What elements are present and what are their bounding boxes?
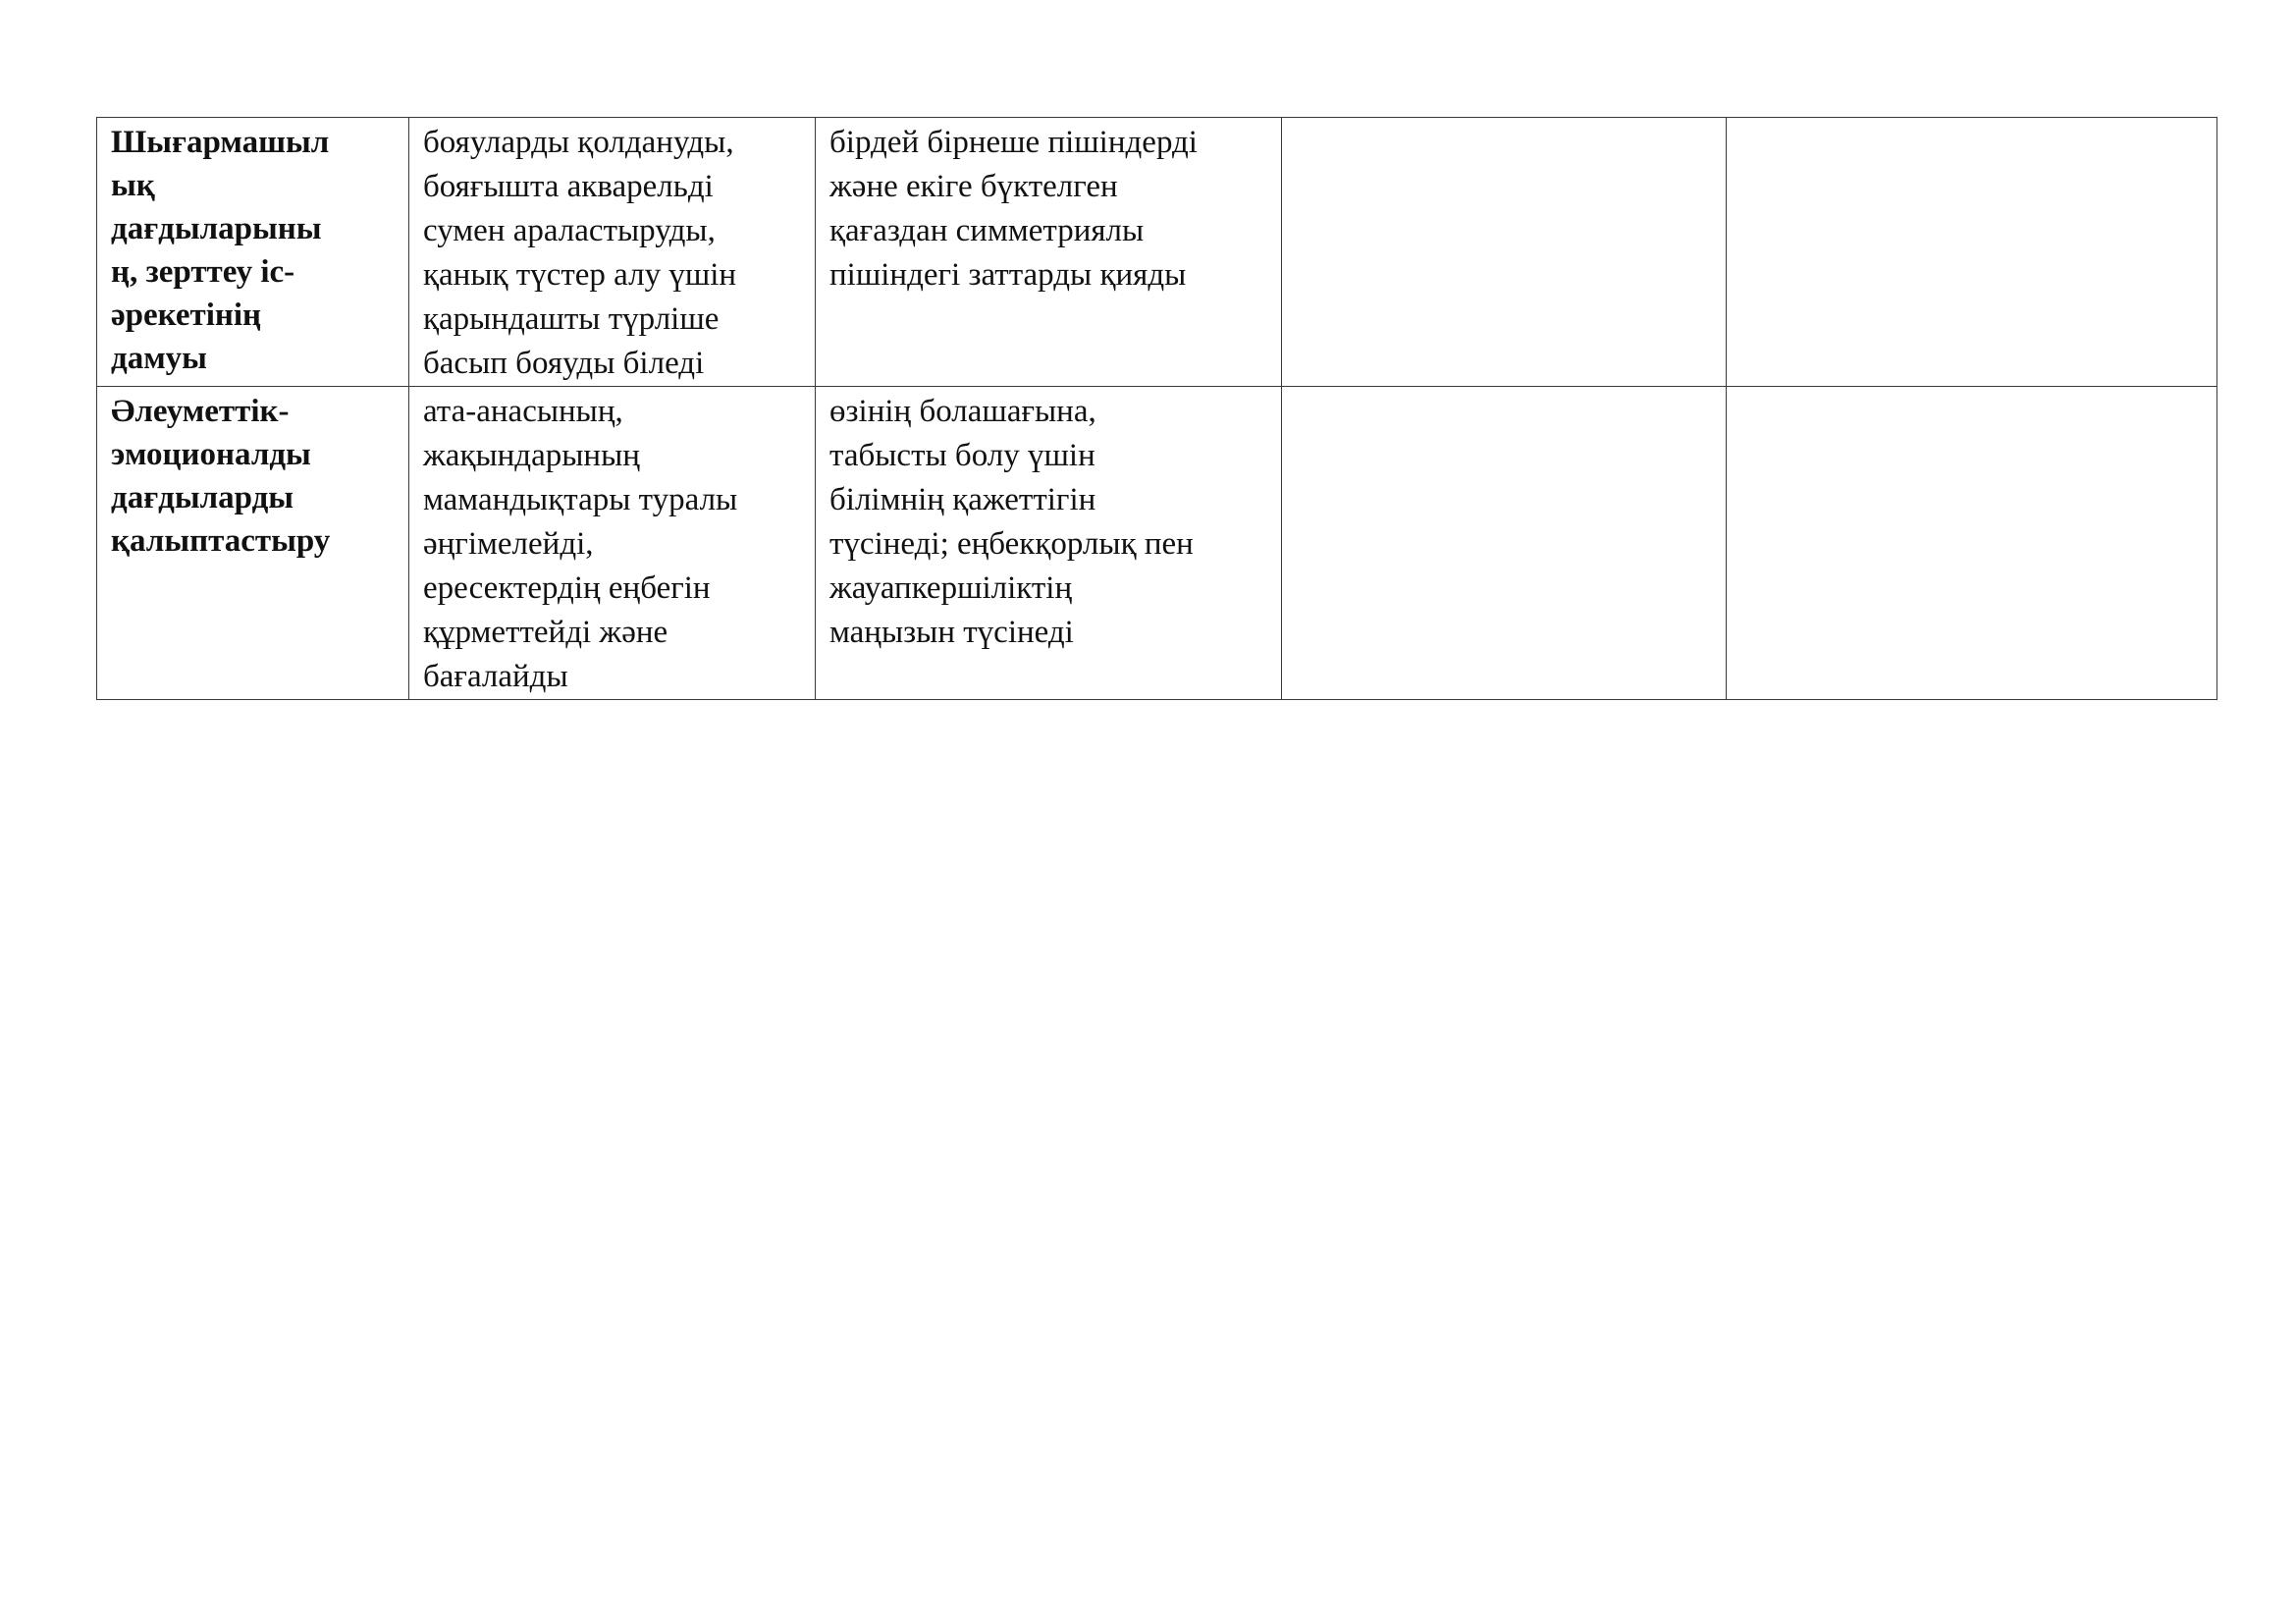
empty-cell [1727, 387, 2217, 700]
empty-cell [1282, 118, 1727, 387]
assessment-table [96, 117, 2217, 700]
table-row [97, 387, 2217, 700]
description-cell: ата-анасының, жақындарының мамандықтары туралы әңгімелейді, ересектердің еңбегін құрметтейді және бағалайды [409, 387, 816, 700]
area-cell-creative-skills: Шығармашыл ық дағдыларыны ң, зерттеу іс- әрекетінің дамуы [97, 118, 409, 387]
description-cell: өзінің болашағына, табысты болу үшін білімнің қажеттігін түсінеді; еңбекқорлық пен жауапкершіліктің маңызын түсінеді [816, 387, 1282, 700]
description-cell: бірдей бірнеше пішіндерді және екіге бүктелген қағаздан симметриялы пішіндегі заттарды қияды [816, 118, 1282, 387]
area-cell-social-emotional-skills: Әлеуметтік- эмоционалды дағдыларды қалыптастыру [97, 387, 409, 700]
empty-cell [1282, 387, 1727, 700]
empty-cell [1727, 118, 2217, 387]
table-row [97, 118, 2217, 387]
description-cell: бояуларды қолдануды, бояғышта акварельді сумен араластыруды, қанық түстер алу үшін қарындашты түрліше басып бояуды біледі [409, 118, 816, 387]
